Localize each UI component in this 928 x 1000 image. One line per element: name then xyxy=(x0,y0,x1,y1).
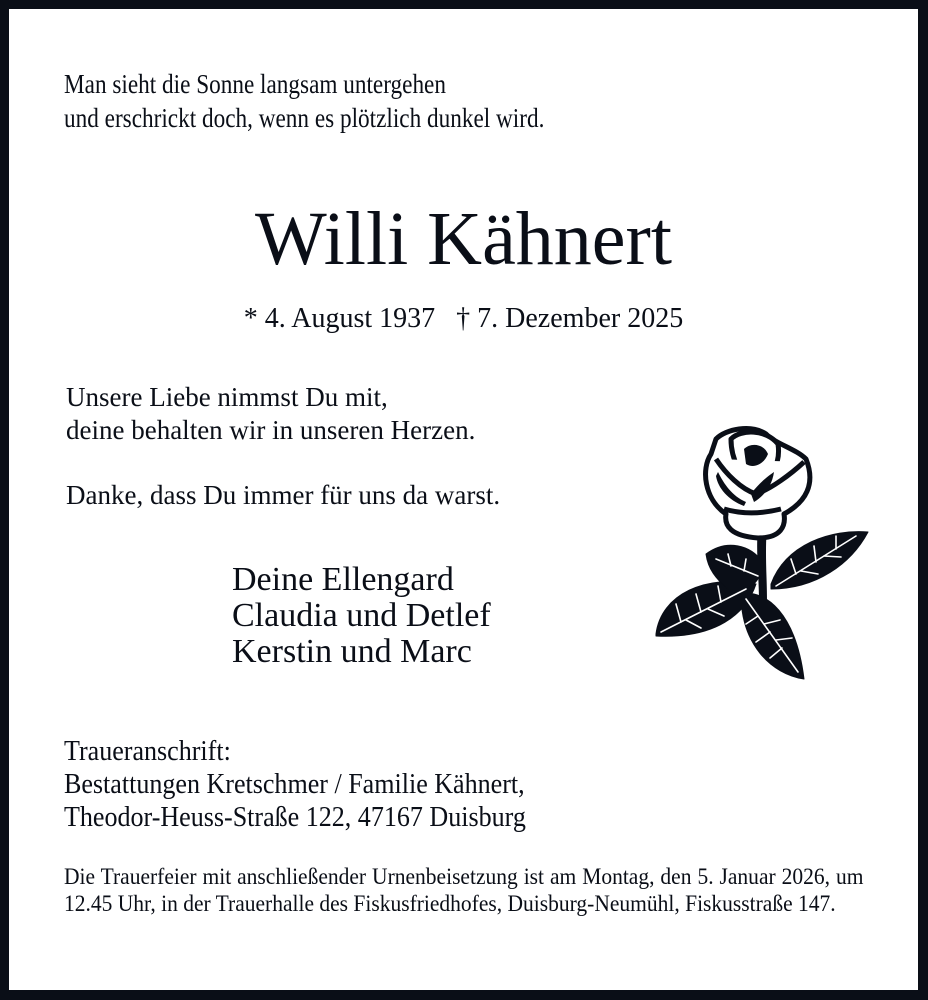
motto-line: Man sieht die Sonne langsam untergehen xyxy=(64,69,446,99)
death-date: 7. Dezember 2025 xyxy=(477,303,684,334)
address-line: Bestattungen Kretschmer / Familie Kähnert, xyxy=(64,769,525,800)
thanks-line: Danke, dass Du immer für uns da warst. xyxy=(66,480,501,510)
mourner: Kerstin und Marc xyxy=(232,633,472,670)
motto-quote xyxy=(64,67,544,135)
cross-icon: † xyxy=(456,303,471,334)
deceased-name: Willi Kähnert xyxy=(255,197,672,281)
funeral-service-info: Die Trauerfeier mit anschließender Urnenbeisetzung ist am Montag, den 5. Januar 2026, um 12.45 Uhr, in der Trauerhalle des Fiskusfriedhofes, Duisburg-Neumühl, Fiskusstraße 147. xyxy=(64,864,864,916)
address-line: Theodor-Heuss-Straße 122, 47167 Duisburg xyxy=(64,802,526,833)
motto-line: und erschrickt doch, wenn es plötzlich dunkel wird. xyxy=(64,103,545,133)
birth-date: * 4. August 1937 xyxy=(243,303,436,334)
address-label: Traueranschrift: xyxy=(64,736,231,767)
mourners-list xyxy=(232,562,491,670)
condolence-address xyxy=(64,735,526,834)
verse-line: deine behalten wir in unseren Herzen. xyxy=(66,415,476,445)
verse xyxy=(66,381,475,447)
mourner: Claudia und Detlef xyxy=(232,597,491,634)
life-dates xyxy=(9,301,918,337)
rose-icon xyxy=(646,414,871,689)
obituary-notice xyxy=(9,9,918,990)
verse-line: Unsere Liebe nimmst Du mit, xyxy=(66,382,388,412)
mourner: Deine Ellengard xyxy=(232,561,454,598)
